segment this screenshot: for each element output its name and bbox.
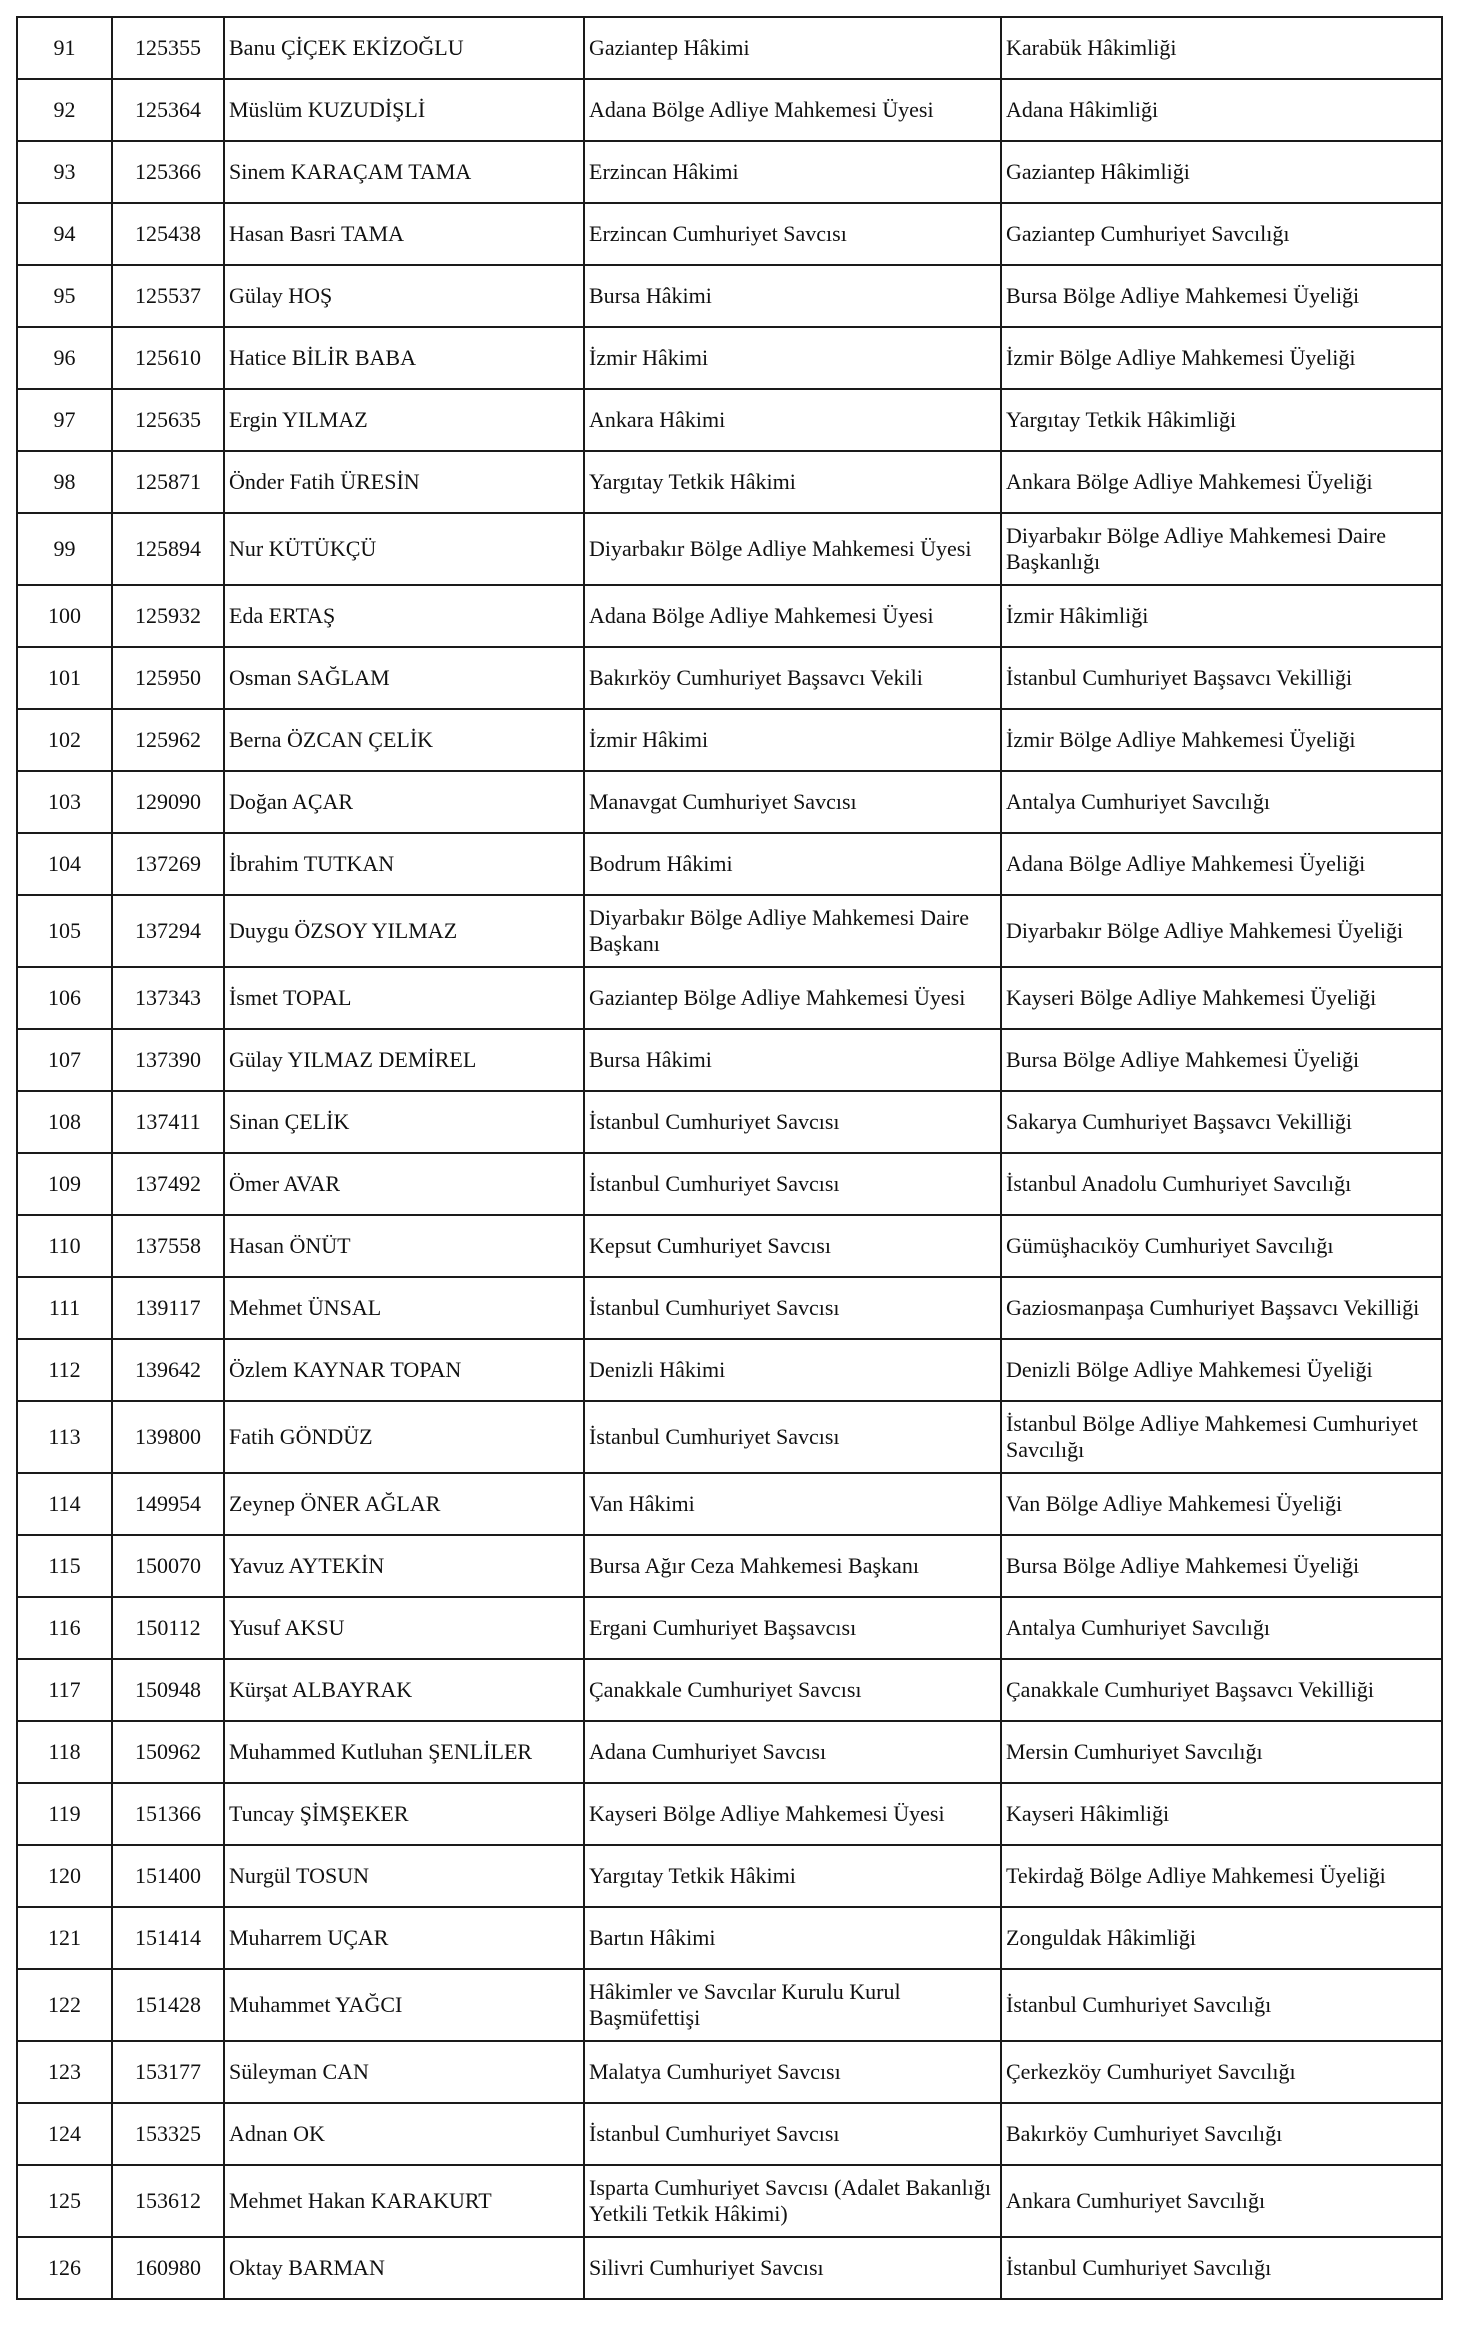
new-position-cell: Zonguldak Hâkimliği (1001, 1907, 1442, 1969)
new-position-cell: Sakarya Cumhuriyet Başsavcı Vekilliği (1001, 1091, 1442, 1153)
table-row (17, 771, 1442, 833)
row-number-cell: 115 (17, 1535, 112, 1597)
person-name-cell: Fatih GÖNDÜZ (224, 1401, 584, 1473)
new-position-cell: Yargıtay Tetkik Hâkimliği (1001, 389, 1442, 451)
row-number-cell: 117 (17, 1659, 112, 1721)
row-number-cell: 113 (17, 1401, 112, 1473)
person-name-cell: Ergin YILMAZ (224, 389, 584, 451)
new-position-cell: Diyarbakır Bölge Adliye Mahkemesi Daire Başkanlığı (1001, 513, 1442, 585)
current-position-cell: Bursa Hâkimi (584, 1029, 1001, 1091)
new-position-cell: Denizli Bölge Adliye Mahkemesi Üyeliği (1001, 1339, 1442, 1401)
person-name-cell: Zeynep ÖNER AĞLAR (224, 1473, 584, 1535)
new-position-cell: Çerkezköy Cumhuriyet Savcılığı (1001, 2041, 1442, 2103)
new-position-cell: Bakırköy Cumhuriyet Savcılığı (1001, 2103, 1442, 2165)
registry-number-cell: 139800 (112, 1401, 224, 1473)
table-row (17, 2237, 1442, 2299)
row-number-cell: 121 (17, 1907, 112, 1969)
current-position-cell: Hâkimler ve Savcılar Kurulu Kurul Başmüfettişi (584, 1969, 1001, 2041)
registry-number-cell: 125366 (112, 141, 224, 203)
current-position-cell: Adana Cumhuriyet Savcısı (584, 1721, 1001, 1783)
registry-number-cell: 137390 (112, 1029, 224, 1091)
new-position-cell: İstanbul Cumhuriyet Başsavcı Vekilliği (1001, 647, 1442, 709)
row-number-cell: 104 (17, 833, 112, 895)
person-name-cell: Sinan ÇELİK (224, 1091, 584, 1153)
table-row (17, 1277, 1442, 1339)
person-name-cell: İsmet TOPAL (224, 967, 584, 1029)
new-position-cell: Gaziantep Cumhuriyet Savcılığı (1001, 203, 1442, 265)
new-position-cell: Adana Hâkimliği (1001, 79, 1442, 141)
registry-number-cell: 137492 (112, 1153, 224, 1215)
person-name-cell: Önder Fatih ÜRESİN (224, 451, 584, 513)
table-row (17, 585, 1442, 647)
registry-number-cell: 150070 (112, 1535, 224, 1597)
table-row (17, 1845, 1442, 1907)
person-name-cell: Osman SAĞLAM (224, 647, 584, 709)
table-row (17, 141, 1442, 203)
current-position-cell: İstanbul Cumhuriyet Savcısı (584, 1091, 1001, 1153)
current-position-cell: İstanbul Cumhuriyet Savcısı (584, 1277, 1001, 1339)
person-name-cell: Mehmet Hakan KARAKURT (224, 2165, 584, 2237)
person-name-cell: Gülay HOŞ (224, 265, 584, 327)
registry-number-cell: 160980 (112, 2237, 224, 2299)
appointment-table (16, 16, 1443, 2300)
table-row (17, 79, 1442, 141)
person-name-cell: Özlem KAYNAR TOPAN (224, 1339, 584, 1401)
new-position-cell: İzmir Bölge Adliye Mahkemesi Üyeliği (1001, 709, 1442, 771)
table-row (17, 1969, 1442, 2041)
registry-number-cell: 125364 (112, 79, 224, 141)
row-number-cell: 125 (17, 2165, 112, 2237)
registry-number-cell: 149954 (112, 1473, 224, 1535)
new-position-cell: Gaziosmanpaşa Cumhuriyet Başsavcı Vekilliği (1001, 1277, 1442, 1339)
current-position-cell: Diyarbakır Bölge Adliye Mahkemesi Daire Başkanı (584, 895, 1001, 967)
row-number-cell: 102 (17, 709, 112, 771)
current-position-cell: Bakırköy Cumhuriyet Başsavcı Vekili (584, 647, 1001, 709)
table-row (17, 2103, 1442, 2165)
registry-number-cell: 125610 (112, 327, 224, 389)
table-row (17, 1659, 1442, 1721)
person-name-cell: Hatice BİLİR BABA (224, 327, 584, 389)
row-number-cell: 118 (17, 1721, 112, 1783)
registry-number-cell: 153325 (112, 2103, 224, 2165)
table-row (17, 647, 1442, 709)
row-number-cell: 98 (17, 451, 112, 513)
current-position-cell: Malatya Cumhuriyet Savcısı (584, 2041, 1001, 2103)
registry-number-cell: 125635 (112, 389, 224, 451)
table-row (17, 1153, 1442, 1215)
registry-number-cell: 151400 (112, 1845, 224, 1907)
registry-number-cell: 125537 (112, 265, 224, 327)
registry-number-cell: 137294 (112, 895, 224, 967)
person-name-cell: Süleyman CAN (224, 2041, 584, 2103)
table-row (17, 1535, 1442, 1597)
current-position-cell: İstanbul Cumhuriyet Savcısı (584, 1401, 1001, 1473)
current-position-cell: Gaziantep Hâkimi (584, 17, 1001, 79)
registry-number-cell: 137411 (112, 1091, 224, 1153)
row-number-cell: 123 (17, 2041, 112, 2103)
new-position-cell: Antalya Cumhuriyet Savcılığı (1001, 1597, 1442, 1659)
new-position-cell: Karabük Hâkimliği (1001, 17, 1442, 79)
registry-number-cell: 150948 (112, 1659, 224, 1721)
current-position-cell: İstanbul Cumhuriyet Savcısı (584, 1153, 1001, 1215)
row-number-cell: 126 (17, 2237, 112, 2299)
current-position-cell: Çanakkale Cumhuriyet Savcısı (584, 1659, 1001, 1721)
row-number-cell: 101 (17, 647, 112, 709)
table-row (17, 2165, 1442, 2237)
registry-number-cell: 151366 (112, 1783, 224, 1845)
row-number-cell: 100 (17, 585, 112, 647)
person-name-cell: Muharrem UÇAR (224, 1907, 584, 1969)
current-position-cell: Yargıtay Tetkik Hâkimi (584, 1845, 1001, 1907)
registry-number-cell: 125894 (112, 513, 224, 585)
registry-number-cell: 137558 (112, 1215, 224, 1277)
new-position-cell: Bursa Bölge Adliye Mahkemesi Üyeliği (1001, 1029, 1442, 1091)
new-position-cell: İzmir Hâkimliği (1001, 585, 1442, 647)
table-row (17, 1029, 1442, 1091)
new-position-cell: İstanbul Cumhuriyet Savcılığı (1001, 2237, 1442, 2299)
row-number-cell: 106 (17, 967, 112, 1029)
new-position-cell: Diyarbakır Bölge Adliye Mahkemesi Üyeliği (1001, 895, 1442, 967)
row-number-cell: 116 (17, 1597, 112, 1659)
row-number-cell: 109 (17, 1153, 112, 1215)
person-name-cell: Mehmet ÜNSAL (224, 1277, 584, 1339)
current-position-cell: Ergani Cumhuriyet Başsavcısı (584, 1597, 1001, 1659)
table-row (17, 389, 1442, 451)
table-row (17, 1473, 1442, 1535)
person-name-cell: Eda ERTAŞ (224, 585, 584, 647)
new-position-cell: Adana Bölge Adliye Mahkemesi Üyeliği (1001, 833, 1442, 895)
current-position-cell: Bodrum Hâkimi (584, 833, 1001, 895)
person-name-cell: Sinem KARAÇAM TAMA (224, 141, 584, 203)
person-name-cell: Doğan AÇAR (224, 771, 584, 833)
table-row (17, 451, 1442, 513)
current-position-cell: Diyarbakır Bölge Adliye Mahkemesi Üyesi (584, 513, 1001, 585)
person-name-cell: Tuncay ŞİMŞEKER (224, 1783, 584, 1845)
person-name-cell: İbrahim TUTKAN (224, 833, 584, 895)
row-number-cell: 95 (17, 265, 112, 327)
table-body (17, 17, 1442, 2299)
row-number-cell: 124 (17, 2103, 112, 2165)
new-position-cell: İstanbul Cumhuriyet Savcılığı (1001, 1969, 1442, 2041)
current-position-cell: Manavgat Cumhuriyet Savcısı (584, 771, 1001, 833)
person-name-cell: Nur KÜTÜKÇÜ (224, 513, 584, 585)
table-row (17, 709, 1442, 771)
current-position-cell: Gaziantep Bölge Adliye Mahkemesi Üyesi (584, 967, 1001, 1029)
current-position-cell: Bartın Hâkimi (584, 1907, 1001, 1969)
registry-number-cell: 125871 (112, 451, 224, 513)
table-row (17, 895, 1442, 967)
person-name-cell: Ömer AVAR (224, 1153, 584, 1215)
table-row (17, 513, 1442, 585)
row-number-cell: 119 (17, 1783, 112, 1845)
person-name-cell: Hasan ÖNÜT (224, 1215, 584, 1277)
new-position-cell: Bursa Bölge Adliye Mahkemesi Üyeliği (1001, 265, 1442, 327)
person-name-cell: Duygu ÖZSOY YILMAZ (224, 895, 584, 967)
table-row (17, 265, 1442, 327)
new-position-cell: İzmir Bölge Adliye Mahkemesi Üyeliği (1001, 327, 1442, 389)
row-number-cell: 103 (17, 771, 112, 833)
registry-number-cell: 129090 (112, 771, 224, 833)
row-number-cell: 114 (17, 1473, 112, 1535)
new-position-cell: Van Bölge Adliye Mahkemesi Üyeliği (1001, 1473, 1442, 1535)
current-position-cell: Denizli Hâkimi (584, 1339, 1001, 1401)
person-name-cell: Oktay BARMAN (224, 2237, 584, 2299)
new-position-cell: Ankara Bölge Adliye Mahkemesi Üyeliği (1001, 451, 1442, 513)
current-position-cell: Bursa Ağır Ceza Mahkemesi Başkanı (584, 1535, 1001, 1597)
row-number-cell: 91 (17, 17, 112, 79)
current-position-cell: Kayseri Bölge Adliye Mahkemesi Üyesi (584, 1783, 1001, 1845)
person-name-cell: Yavuz AYTEKİN (224, 1535, 584, 1597)
person-name-cell: Yusuf AKSU (224, 1597, 584, 1659)
new-position-cell: Mersin Cumhuriyet Savcılığı (1001, 1721, 1442, 1783)
registry-number-cell: 151414 (112, 1907, 224, 1969)
new-position-cell: İstanbul Bölge Adliye Mahkemesi Cumhuriyet Savcılığı (1001, 1401, 1442, 1473)
current-position-cell: Van Hâkimi (584, 1473, 1001, 1535)
current-position-cell: Adana Bölge Adliye Mahkemesi Üyesi (584, 585, 1001, 647)
table-row (17, 327, 1442, 389)
registry-number-cell: 125355 (112, 17, 224, 79)
current-position-cell: Kepsut Cumhuriyet Savcısı (584, 1215, 1001, 1277)
new-position-cell: Ankara Cumhuriyet Savcılığı (1001, 2165, 1442, 2237)
table-row (17, 1597, 1442, 1659)
person-name-cell: Nurgül TOSUN (224, 1845, 584, 1907)
new-position-cell: Gaziantep Hâkimliği (1001, 141, 1442, 203)
person-name-cell: Müslüm KUZUDİŞLİ (224, 79, 584, 141)
current-position-cell: Adana Bölge Adliye Mahkemesi Üyesi (584, 79, 1001, 141)
new-position-cell: Çanakkale Cumhuriyet Başsavcı Vekilliği (1001, 1659, 1442, 1721)
current-position-cell: Silivri Cumhuriyet Savcısı (584, 2237, 1001, 2299)
current-position-cell: Ankara Hâkimi (584, 389, 1001, 451)
current-position-cell: İzmir Hâkimi (584, 709, 1001, 771)
current-position-cell: Isparta Cumhuriyet Savcısı (Adalet Bakanlığı Yetkili Tetkik Hâkimi) (584, 2165, 1001, 2237)
registry-number-cell: 125950 (112, 647, 224, 709)
new-position-cell: Kayseri Hâkimliği (1001, 1783, 1442, 1845)
row-number-cell: 120 (17, 1845, 112, 1907)
current-position-cell: Yargıtay Tetkik Hâkimi (584, 451, 1001, 513)
registry-number-cell: 150112 (112, 1597, 224, 1659)
current-position-cell: Erzincan Cumhuriyet Savcısı (584, 203, 1001, 265)
row-number-cell: 105 (17, 895, 112, 967)
table-row (17, 833, 1442, 895)
person-name-cell: Kürşat ALBAYRAK (224, 1659, 584, 1721)
row-number-cell: 97 (17, 389, 112, 451)
row-number-cell: 107 (17, 1029, 112, 1091)
new-position-cell: İstanbul Anadolu Cumhuriyet Savcılığı (1001, 1153, 1442, 1215)
person-name-cell: Muhammet YAĞCI (224, 1969, 584, 2041)
current-position-cell: İzmir Hâkimi (584, 327, 1001, 389)
registry-number-cell: 139117 (112, 1277, 224, 1339)
table-row (17, 203, 1442, 265)
registry-number-cell: 153177 (112, 2041, 224, 2103)
registry-number-cell: 125932 (112, 585, 224, 647)
current-position-cell: İstanbul Cumhuriyet Savcısı (584, 2103, 1001, 2165)
person-name-cell: Adnan OK (224, 2103, 584, 2165)
table-row (17, 1091, 1442, 1153)
table-row (17, 2041, 1442, 2103)
table-row (17, 1339, 1442, 1401)
row-number-cell: 96 (17, 327, 112, 389)
table-row (17, 1907, 1442, 1969)
new-position-cell: Gümüşhacıköy Cumhuriyet Savcılığı (1001, 1215, 1442, 1277)
registry-number-cell: 137343 (112, 967, 224, 1029)
row-number-cell: 93 (17, 141, 112, 203)
person-name-cell: Muhammed Kutluhan ŞENLİLER (224, 1721, 584, 1783)
row-number-cell: 111 (17, 1277, 112, 1339)
table-row (17, 1401, 1442, 1473)
registry-number-cell: 153612 (112, 2165, 224, 2237)
table-row (17, 967, 1442, 1029)
row-number-cell: 99 (17, 513, 112, 585)
registry-number-cell: 139642 (112, 1339, 224, 1401)
current-position-cell: Erzincan Hâkimi (584, 141, 1001, 203)
registry-number-cell: 150962 (112, 1721, 224, 1783)
registry-number-cell: 151428 (112, 1969, 224, 2041)
row-number-cell: 122 (17, 1969, 112, 2041)
person-name-cell: Berna ÖZCAN ÇELİK (224, 709, 584, 771)
new-position-cell: Kayseri Bölge Adliye Mahkemesi Üyeliği (1001, 967, 1442, 1029)
table-row (17, 1721, 1442, 1783)
new-position-cell: Tekirdağ Bölge Adliye Mahkemesi Üyeliği (1001, 1845, 1442, 1907)
row-number-cell: 108 (17, 1091, 112, 1153)
new-position-cell: Bursa Bölge Adliye Mahkemesi Üyeliği (1001, 1535, 1442, 1597)
registry-number-cell: 137269 (112, 833, 224, 895)
document-page (16, 16, 1441, 2300)
row-number-cell: 112 (17, 1339, 112, 1401)
table-row (17, 1215, 1442, 1277)
registry-number-cell: 125438 (112, 203, 224, 265)
person-name-cell: Banu ÇİÇEK EKİZOĞLU (224, 17, 584, 79)
row-number-cell: 94 (17, 203, 112, 265)
table-row (17, 1783, 1442, 1845)
table-row (17, 17, 1442, 79)
person-name-cell: Gülay YILMAZ DEMİREL (224, 1029, 584, 1091)
person-name-cell: Hasan Basri TAMA (224, 203, 584, 265)
current-position-cell: Bursa Hâkimi (584, 265, 1001, 327)
registry-number-cell: 125962 (112, 709, 224, 771)
row-number-cell: 110 (17, 1215, 112, 1277)
row-number-cell: 92 (17, 79, 112, 141)
new-position-cell: Antalya Cumhuriyet Savcılığı (1001, 771, 1442, 833)
